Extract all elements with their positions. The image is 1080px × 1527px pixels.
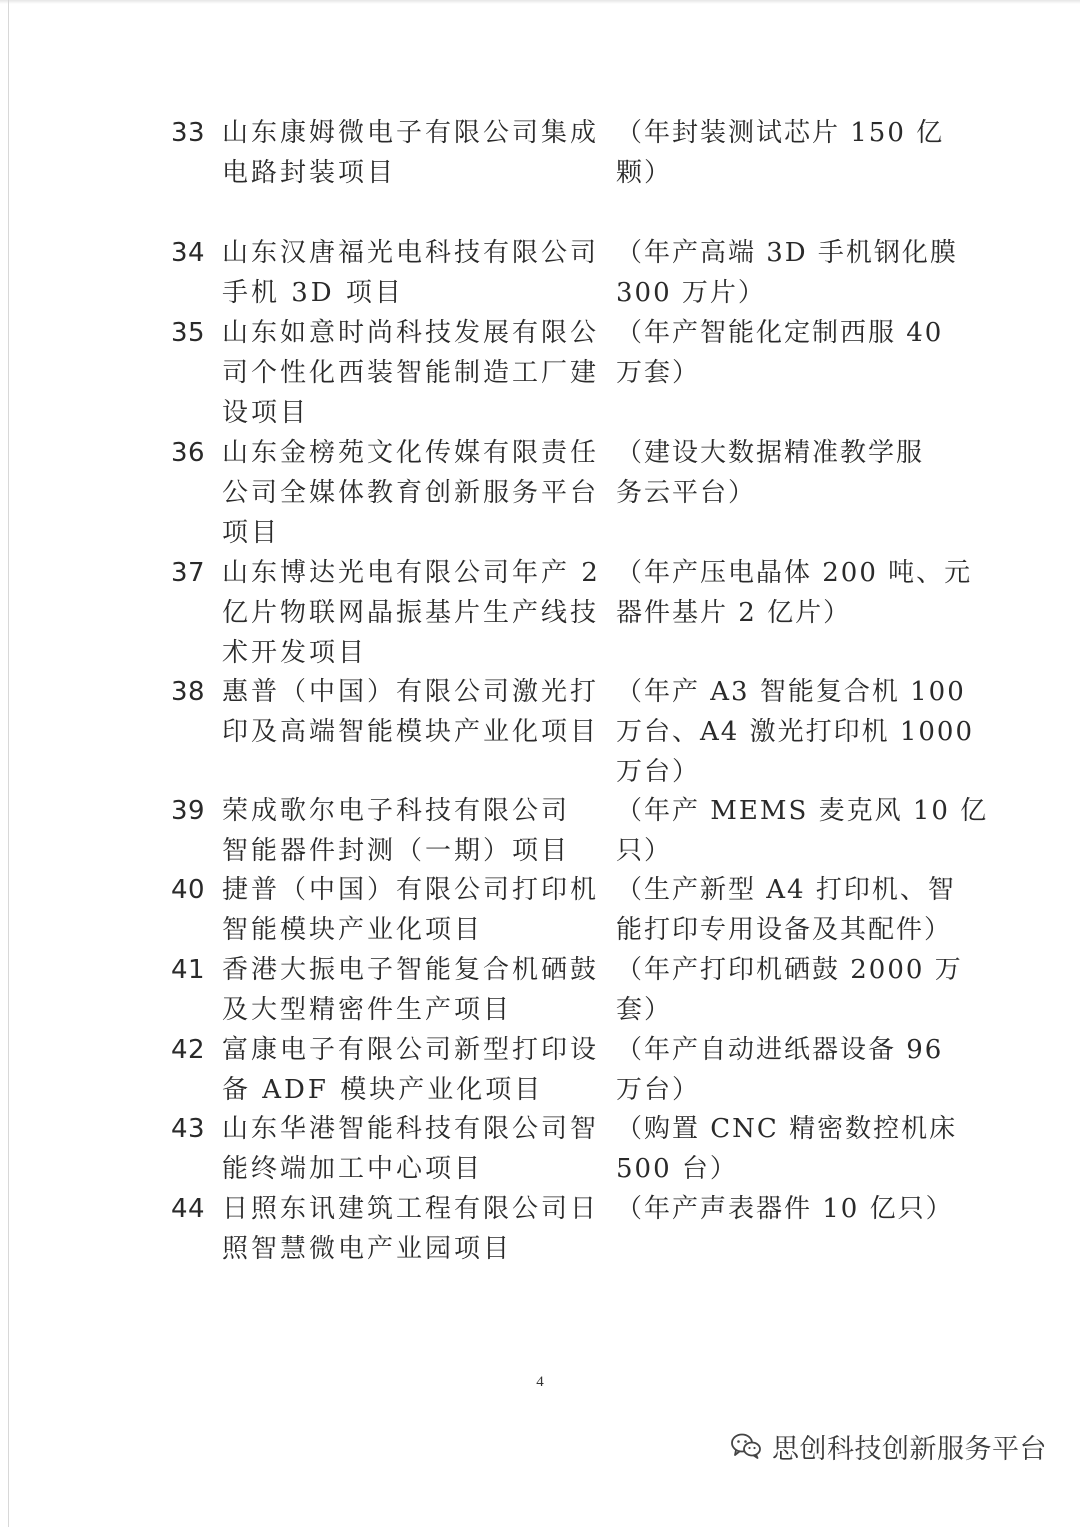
project-desc-line: （年产 A3 智能复合机 100 (616, 677, 966, 707)
item-number: 42 (170, 1035, 206, 1065)
project-desc-line: （年封装测试芯片 150 亿 (616, 118, 945, 148)
project-name-line: 山东金榜苑文化传媒有限责任 (222, 438, 600, 468)
project-name-line: 及大型精密件生产项目 (222, 995, 513, 1025)
project-description (616, 672, 975, 792)
wechat-icon (730, 1432, 762, 1460)
project-desc-line: （年产 MEMS 麦克风 10 亿 (616, 796, 989, 826)
project-name-line: 山东康姆微电子有限公司集成 (222, 118, 600, 148)
project-name-line: 山东汉唐福光电科技有限公司 (222, 238, 600, 268)
project-name (222, 1189, 602, 1269)
project-desc-line: （年产自动进纸器设备 96 (616, 1035, 944, 1065)
project-description (616, 553, 973, 633)
project-name (222, 1030, 602, 1110)
project-name (222, 791, 602, 871)
item-number: 44 (170, 1194, 206, 1224)
project-desc-line: 能打印专用设备及其配件） (616, 915, 953, 945)
project-desc-line: （生产新型 A4 打印机、智 (616, 875, 956, 905)
project-description (616, 870, 961, 950)
item-number: 39 (170, 796, 206, 826)
project-name-line: 亿片物联网晶振基片生产线技 (222, 598, 600, 628)
project-name-line: 智能模块产业化项目 (222, 915, 484, 945)
project-desc-line: （年产高端 3D 手机钢化膜 (616, 238, 958, 268)
project-name-line: 项目 (222, 518, 281, 548)
project-desc-line: 万台） (616, 757, 701, 787)
item-number: 40 (170, 875, 206, 905)
item-number: 41 (170, 955, 206, 985)
project-name (222, 233, 602, 313)
project-description (616, 791, 989, 871)
project-name-line: 惠普（中国）有限公司激光打 (222, 677, 600, 707)
project-name-line: 富康电子有限公司新型打印设 (222, 1035, 600, 1065)
page-number: 4 (536, 1374, 544, 1390)
project-name-line: 电路封装项目 (222, 158, 397, 188)
project-name-line: 香港大振电子智能复合机硒鼓 (222, 955, 600, 985)
project-name-line: 术开发项目 (222, 638, 368, 668)
project-description (616, 1189, 961, 1229)
project-description (616, 113, 961, 193)
project-name-line: 手机 3D 项目 (222, 278, 404, 308)
project-desc-line: 万台） (616, 1075, 701, 1105)
project-name-line: 山东如意时尚科技发展有限公 (222, 318, 600, 348)
project-desc-line: 务云平台） (616, 478, 757, 508)
project-name-line: 山东华港智能科技有限公司智 (222, 1114, 600, 1144)
project-desc-line: 万台、A4 激光打印机 1000 (616, 717, 975, 747)
project-name (222, 672, 602, 752)
project-description (616, 950, 961, 1030)
project-desc-line: 颗） (616, 158, 673, 188)
project-desc-line: 300 万片） (616, 278, 766, 308)
project-desc-line: 万套） (616, 358, 701, 388)
project-desc-line: （年产打印机硒鼓 2000 万 (616, 955, 963, 985)
project-name-line: 备 ADF 模块产业化项目 (222, 1075, 544, 1105)
project-name-line: 公司全媒体教育创新服务平台 (222, 478, 600, 508)
project-name-line: 日照东讯建筑工程有限公司日 (222, 1194, 600, 1224)
watermark (730, 1426, 1047, 1466)
project-desc-line: 只） (616, 836, 673, 866)
project-desc-line: （年产压电晶体 200 吨、元 (616, 558, 973, 588)
project-name-line: 山东博达光电有限公司年产 2 (222, 558, 601, 588)
project-name (222, 870, 602, 950)
project-desc-line: （年产智能化定制西服 40 (616, 318, 944, 348)
project-name-line: 能终端加工中心项目 (222, 1154, 484, 1184)
project-name-line: 司个性化西装智能制造工厂建 (222, 358, 600, 388)
project-desc-line: 套） (616, 995, 673, 1025)
project-desc-line: 500 台） (616, 1154, 738, 1184)
project-desc-line: （年产声表器件 10 亿只） (616, 1194, 954, 1224)
item-number: 36 (170, 438, 206, 468)
project-name (222, 950, 602, 1030)
item-number: 33 (170, 118, 206, 148)
project-name-line: 捷普（中国）有限公司打印机 (222, 875, 600, 905)
project-name-line: 设项目 (222, 398, 310, 428)
item-number: 38 (170, 677, 206, 707)
project-name-line: 照智慧微电产业园项目 (222, 1234, 513, 1264)
watermark-text: 思创科技创新服务平台 (772, 1433, 1047, 1465)
project-name (222, 553, 602, 673)
project-name (222, 113, 602, 193)
project-description (616, 1030, 961, 1110)
project-desc-line: （购置 CNC 精密数控机床 (616, 1114, 958, 1144)
project-description (616, 313, 961, 393)
project-name-line: 印及高端智能模块产业化项目 (222, 717, 600, 747)
project-name (222, 313, 602, 433)
item-number: 43 (170, 1114, 206, 1144)
project-name (222, 433, 602, 553)
project-name-line: 智能器件封测（一期）项目 (222, 836, 571, 866)
project-description (616, 1109, 961, 1189)
project-description (616, 233, 961, 313)
project-description (616, 433, 961, 513)
item-number: 37 (170, 558, 206, 588)
item-number: 35 (170, 318, 206, 348)
item-number: 34 (170, 238, 206, 268)
project-desc-line: 器件基片 2 亿片） (616, 598, 852, 628)
project-name (222, 1109, 602, 1189)
project-name-line: 荣成歌尔电子科技有限公司 (222, 796, 571, 826)
project-desc-line: （建设大数据精准教学服 (616, 438, 925, 468)
